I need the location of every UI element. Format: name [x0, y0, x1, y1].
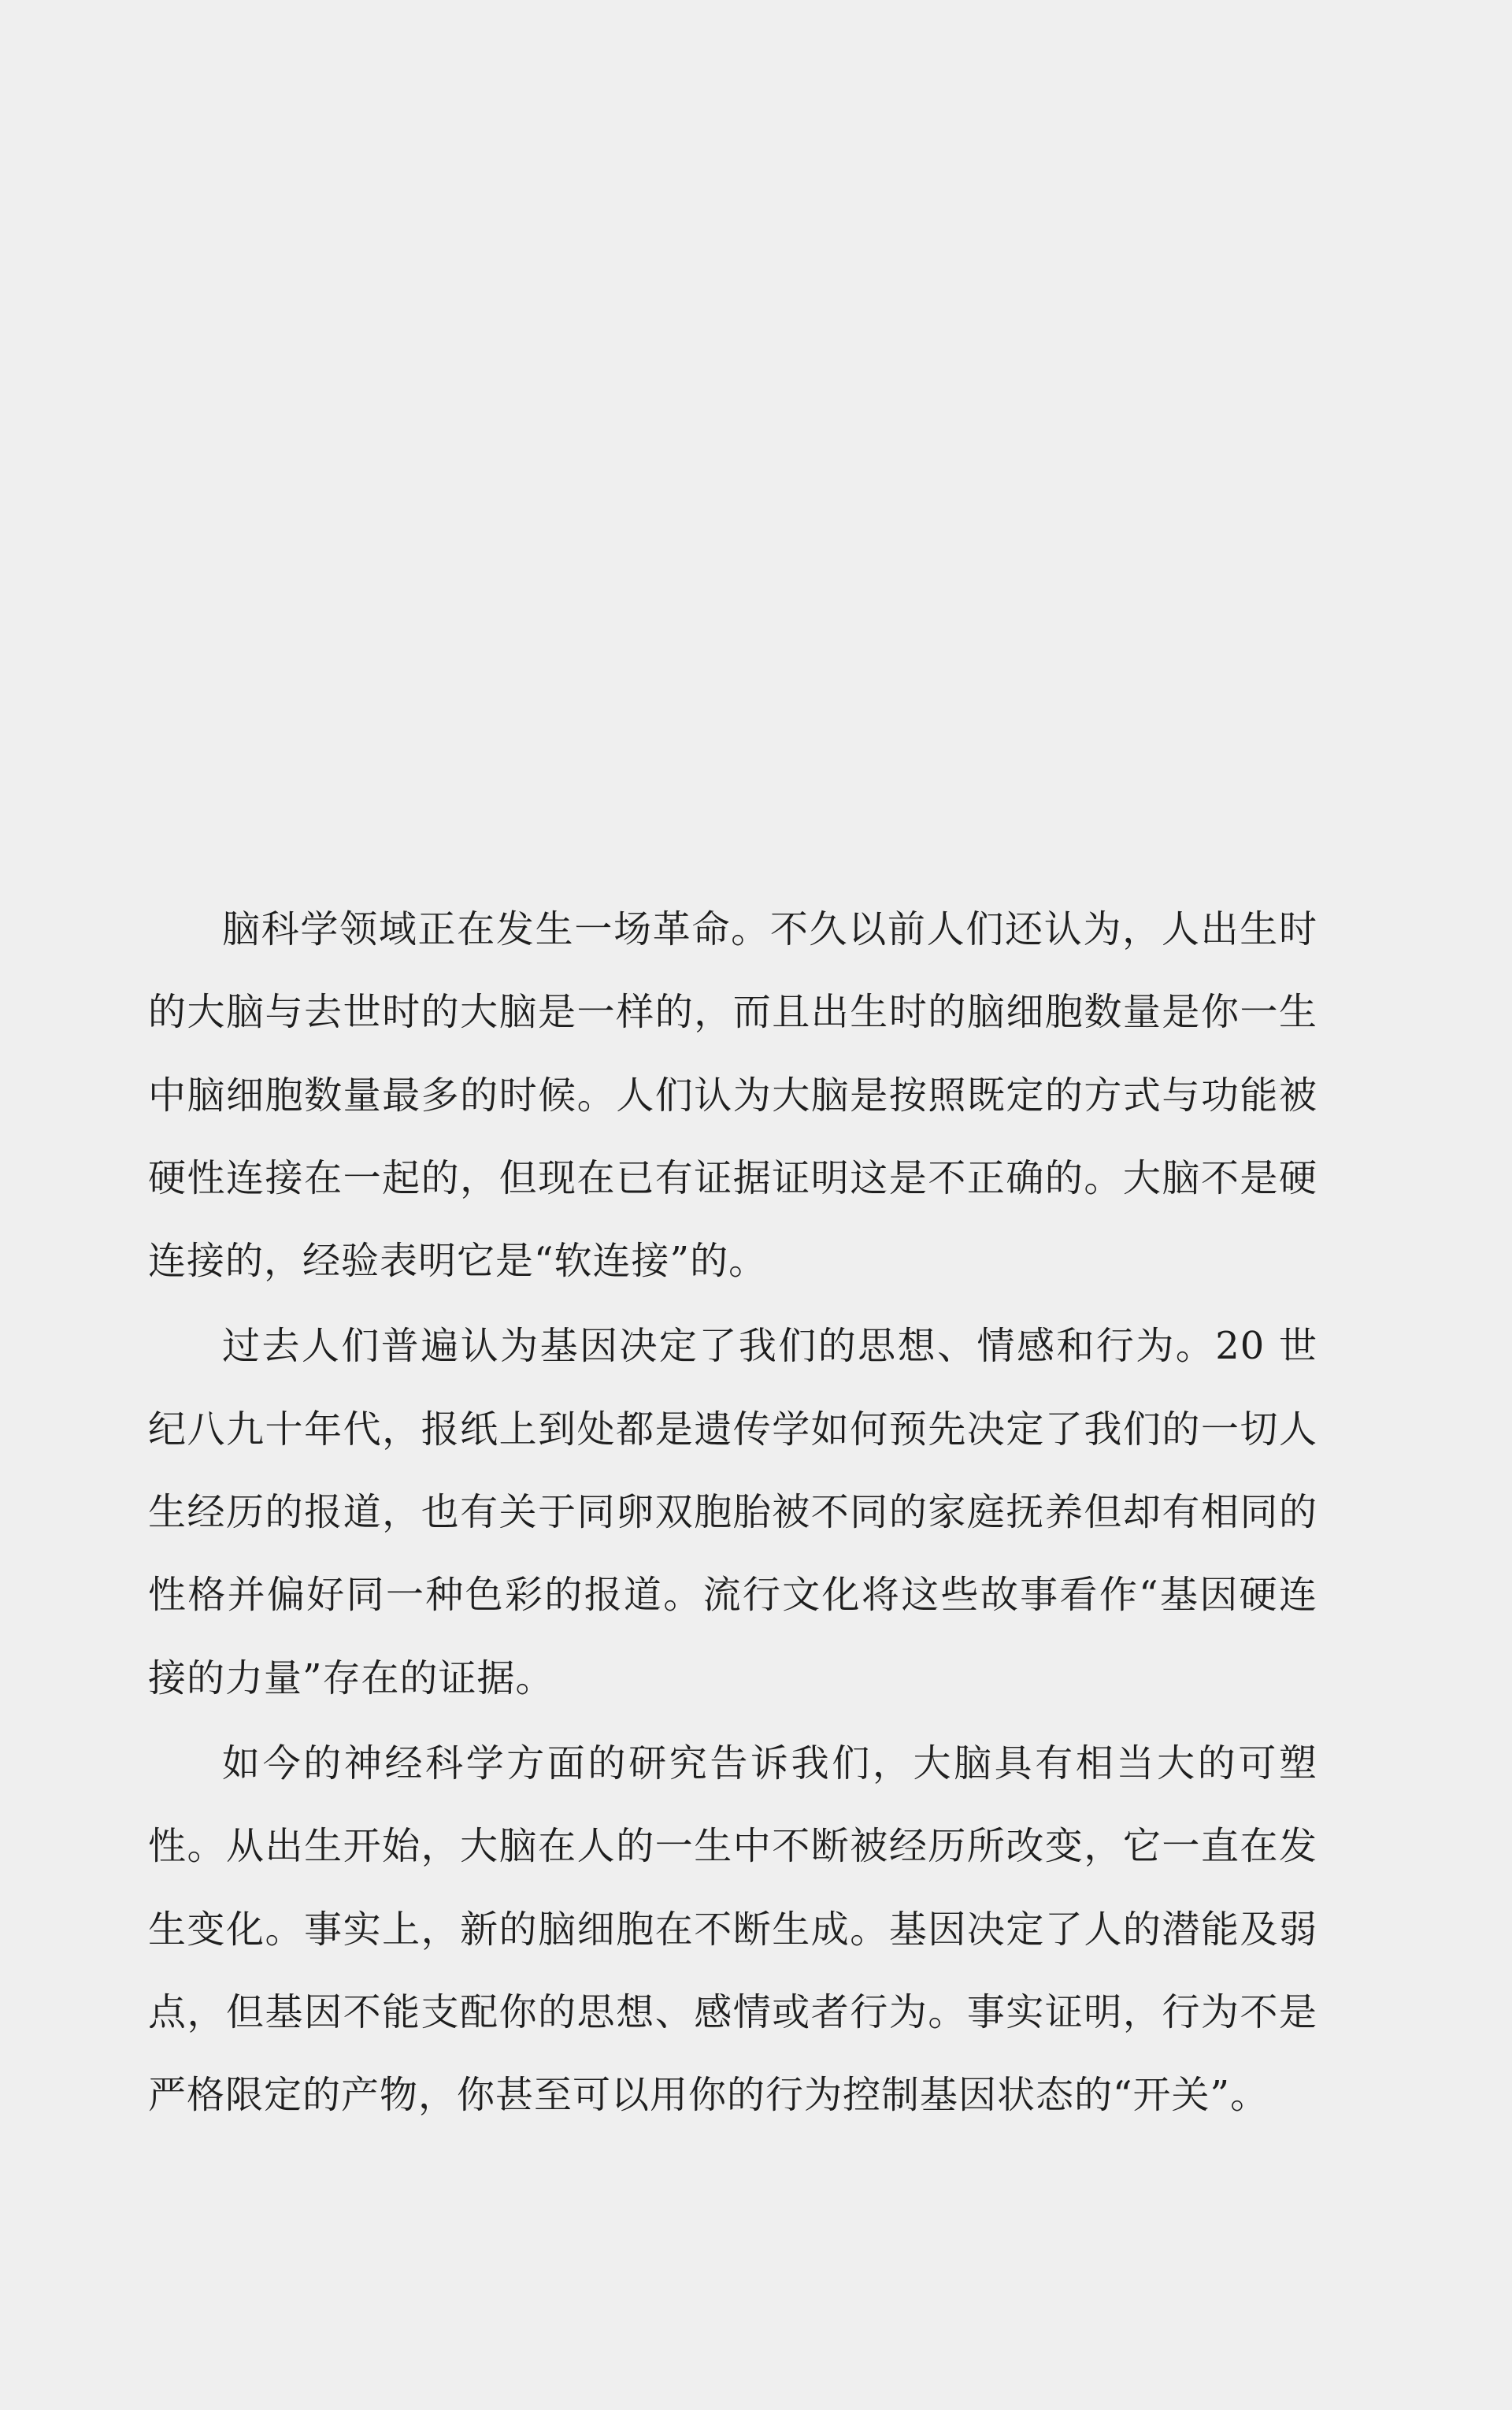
- paragraph-neuroplasticity: 如今的神经科学方面的研究告诉我们，大脑具有相当大的可塑性。从出生开始，大脑在人的一生中不断被经历所改变，它一直在发生变化。事实上，新的脑细胞在不断生成。基因决定了人的潜能及弱点，但基因不能支配你的思想、感情或者行为。事实证明，行为不是严格限定的产物，你甚至可以用你的行为控制基因状态的“开关”。: [148, 1741, 1317, 2118]
- paragraph-genes-belief: 过去人们普遍认为基因决定了我们的思想、情感和行为。20 世纪八九十年代，报纸上到处都是遗传学如何预先决定了我们的一切人生经历的报道，也有关于同卵双胞胎被不同的家庭抚养但却有相同的性格并偏好同一种色彩的报道。流行文化将这些故事看作“基因硬连接的力量”存在的证据。: [148, 1324, 1317, 1700]
- body-text: [148, 888, 1317, 2139]
- paragraph-brain-revolution: 脑科学领域正在发生一场革命。不久以前人们还认为，人出生时的大脑与去世时的大脑是一样的，而且出生时的脑细胞数量是你一生中脑细胞数量最多的时候。人们认为大脑是按照既定的方式与功能被硬性连接在一起的，但现在已有证据证明这是不正确的。大脑不是硬连接的，经验表明它是“软连接”的。: [148, 907, 1317, 1284]
